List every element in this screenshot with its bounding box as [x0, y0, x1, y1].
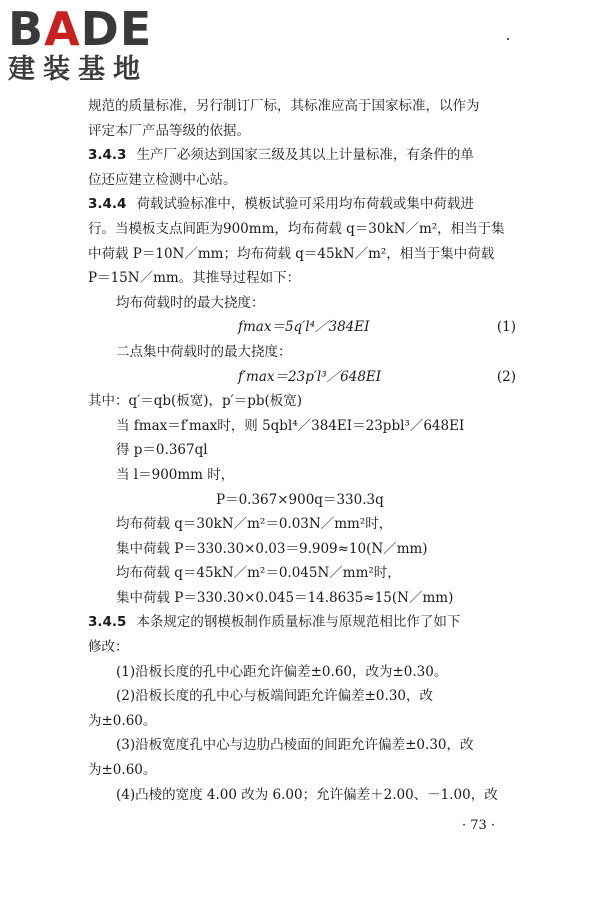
- uniform-load-label: 均布荷载时的最大挠度：: [116, 294, 265, 311]
- two-point-load-label: 二点集中荷载时的最大挠度：: [116, 343, 292, 360]
- text-line: 行。当模板支点间距为900mm，均布荷载 q＝30kN／m²，相当于集: [88, 220, 505, 237]
- derivation-line: 集中荷载 P＝330.30×0.03＝9.909≈10(N／mm): [116, 540, 428, 557]
- derivation-line: 得 p＝0.367ql: [116, 442, 208, 459]
- text-line: 评定本厂产品等级的依据。: [88, 122, 250, 139]
- text-line: 规范的质量标准，另行制订厂标，其标准应高于国家标准，以作为: [88, 98, 480, 114]
- derivation-line: 当 fmax＝f′max时，则 5qbl⁴／384EI＝23pbl³／648EI: [116, 417, 465, 434]
- section-number: 3.4.4: [88, 196, 127, 213]
- text-line: 位还应建立检测中心站。: [88, 171, 237, 188]
- equation-number: (1): [496, 319, 516, 336]
- text-line: P＝15N／mm。其推导过程如下：: [88, 270, 301, 287]
- derivation-line: 其中：q′＝qb(板宽)，p′＝pb(板宽): [88, 393, 303, 410]
- list-item: (1)沿板长度的孔中心距允许偏差±0.60，改为±0.30。: [116, 663, 448, 680]
- equation-1: [88, 315, 520, 340]
- derivation-line: 当 l＝900mm 时，: [116, 466, 235, 483]
- page-number: · 73 ·: [462, 818, 496, 833]
- derivation-line: 均布荷载 q＝45kN／m²＝0.045N／mm²时，: [116, 565, 401, 582]
- equation-number: (2): [496, 368, 516, 385]
- equation-expression: f′max＝23p′l³／648EI: [238, 368, 382, 385]
- derivation-equation: P＝0.367×900q＝330.3q: [216, 491, 384, 508]
- text-line: 中荷载 P＝10N／mm；均布荷载 q＝45kN／m²，相当于集中荷载: [88, 245, 495, 262]
- list-item: (2)沿板长度的孔中心与板端间距允许偏差±0.30，改: [116, 688, 433, 705]
- section-number: 3.4.5: [88, 614, 127, 631]
- scan-speck: [507, 38, 509, 40]
- logo-wordmark: BADE: [8, 2, 153, 56]
- section-3-4-5: 3.4.5 本条规定的钢模板制作质量标准与原规范相比作了如下: [88, 614, 461, 631]
- logo-accent-letter: A: [44, 2, 81, 56]
- list-item: (4)凸棱的宽度 4.00 改为 6.00；允许偏差＋2.00、－1.00，改: [116, 786, 498, 803]
- brand-logo: [8, 2, 178, 86]
- logo-subtitle: 建装基地: [8, 54, 148, 85]
- derivation-line: 均布荷载 q＝30kN／m²＝0.03N／mm²时，: [116, 516, 393, 533]
- equation-2: [88, 365, 520, 390]
- text-line: 修改：: [88, 639, 129, 656]
- section-number: 3.4.3: [88, 147, 127, 164]
- list-item: (3)沿板宽度孔中心与边肋凸棱面的间距允许偏差±0.30，改: [116, 737, 474, 754]
- list-item-continuation: 为±0.60。: [88, 762, 157, 779]
- derivation-line: 集中荷载 P＝330.30×0.045＝14.8635≈15(N／mm): [116, 589, 454, 606]
- section-3-4-4: 3.4.4 荷载试验标准中，模板试验可采用均布荷载或集中荷载进: [88, 196, 474, 213]
- list-item-continuation: 为±0.60。: [88, 712, 157, 729]
- page-body: [88, 94, 520, 807]
- section-3-4-3: 3.4.3 生产厂必须达到国家三级及其以上计量标准，有条件的单: [88, 147, 474, 164]
- equation-expression: fmax＝5q′l⁴／384EI: [238, 319, 370, 336]
